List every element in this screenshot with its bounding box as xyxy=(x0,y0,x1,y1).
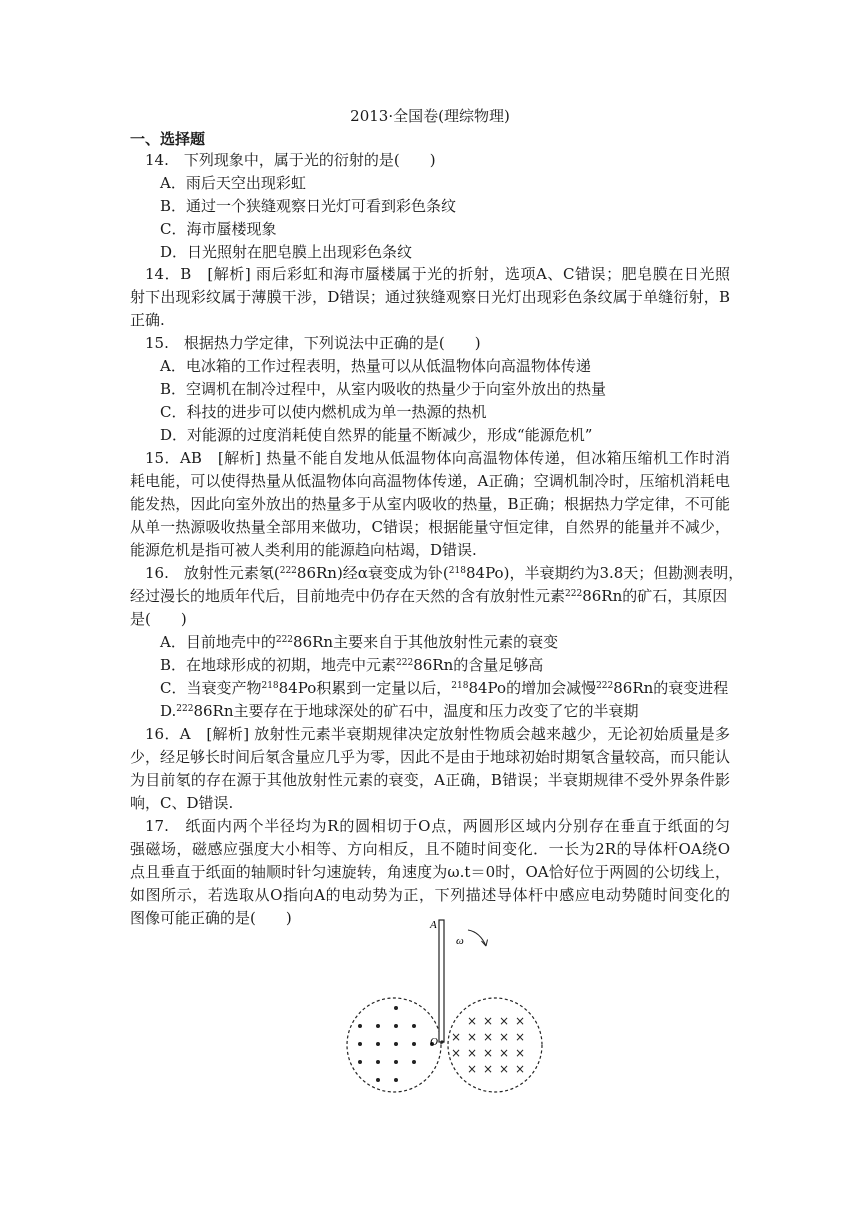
q16-option-b: B．在地球形成的初期，地壳中元素$^{222}$86Rn的含量足够高 xyxy=(160,656,544,674)
field-cross: × xyxy=(514,1062,526,1076)
q15-answer-line: 耗电能，可以使得热量从低温物体向高温物体传递，A正确；空调机制冷时，压缩机消耗电 xyxy=(130,472,730,490)
q14-answer-line: 正确. xyxy=(130,311,165,329)
field-dot xyxy=(394,1078,398,1082)
q15-answer-line: 15．AB [解析] 热量不能自发地从低温物体向高温物体传递，但冰箱压缩机工作时消 xyxy=(145,449,730,467)
label-o: O xyxy=(430,1036,438,1048)
field-dot xyxy=(358,1042,362,1046)
field-dot xyxy=(376,1042,380,1046)
field-cross: × xyxy=(498,1030,510,1044)
q15-option-c: C．科技的进步可以使内燃机成为单一热源的热机 xyxy=(160,403,487,421)
q17-stem-line: 点且垂直于纸面的轴顺时针匀速旋转，角速度为ω.t＝0时，OA恰好位于两圆的公切线上， xyxy=(130,863,730,881)
q16-option-a: A．目前地壳中的$^{222}$86Rn主要来自于其他放射性元素的衰变 xyxy=(160,633,559,651)
field-cross: × xyxy=(514,1030,526,1044)
q16-answer-line: 16．A [解析] 放射性元素半衰期规律决定放射性物质会越来越少，无论初始质量是多 xyxy=(145,725,730,743)
q15-option-a: A．电冰箱的工作过程表明，热量可以从低温物体向高温物体传递 xyxy=(160,357,591,375)
field-cross: × xyxy=(482,1062,494,1076)
magnetic-field-figure xyxy=(340,918,550,1096)
q15-answer-line: 能发热，因此向室外放出的热量多于从室内吸收的热量，B正确；根据热力学定律，不可能 xyxy=(130,495,730,513)
field-dot xyxy=(412,1042,416,1046)
field-in-crosses xyxy=(451,1014,525,1076)
q15-option-d: D．对能源的过度消耗使自然界的能量不断减少，形成“能源危机” xyxy=(160,426,593,444)
q15-stem: 15. 根据热力学定律，下列说法中正确的是( ) xyxy=(145,334,481,352)
q14-option-c: C．海市蜃楼现象 xyxy=(160,220,277,238)
q17-stem-line: 17. 纸面内两个半径均为R的圆相切于O点，两圆形区域内分别存在垂直于纸面的匀 xyxy=(145,817,730,835)
q16-option-d: D.$^{222}$86Rn主要存在于地球深处的矿石中，温度和压力改变了它的半衰期 xyxy=(160,702,639,720)
q15-option-b: B．空调机在制冷过程中，从室内吸收的热量少于向室外放出的热量 xyxy=(160,380,607,398)
field-cross: × xyxy=(514,1046,526,1060)
field-cross: × xyxy=(514,1014,526,1028)
field-cross: × xyxy=(450,1046,462,1060)
conductor-rod-oa xyxy=(439,920,444,1042)
q16-stem-line: 经过漫长的地质年代后，目前地壳中仍存在天然的含有放射性元素$^{222}$86Rn的矿石，其原因 xyxy=(130,587,728,605)
label-omega: ω xyxy=(456,935,464,947)
q14-answer-line: 14．B [解析] 雨后彩虹和海市蜃楼属于光的折射，选项A、C错误；肥皂膜在日光照 xyxy=(145,265,730,283)
label-a: A xyxy=(430,919,437,931)
field-cross: × xyxy=(482,1046,494,1060)
pivot-point xyxy=(440,1040,443,1043)
q17-stem-line: 如图所示，若选取从O指向A的电动势为正，下列描述导体杆中感应电动势随时间变化的 xyxy=(130,886,730,904)
field-cross: × xyxy=(450,1030,462,1044)
q16-option-c: C．当衰变产物$^{218}$84Po积累到一定量以后，$^{218}$84Po的增加会减慢$^{222}$86Rn的衰变进程 xyxy=(160,679,729,697)
field-cross: × xyxy=(466,1014,478,1028)
q14-answer-line: 射下出现彩纹属于薄膜干涉，D错误；通过狭缝观察日光灯出现彩色条纹属于单缝衍射，B xyxy=(130,288,730,306)
field-dot xyxy=(412,1060,416,1064)
q16-stem-line: 16. 放射性元素氡($^{222}$86Rn)经α衰变成为钋($^{218}$84Po)，半衰期约为3.8天；但勘测表明， xyxy=(145,564,744,582)
field-dot xyxy=(394,1006,398,1010)
field-dot xyxy=(376,1024,380,1028)
q15-answer-line: 从单一热源吸收热量全部用来做功，C错误；根据能量守恒定律，自然界的能量并不减少， xyxy=(130,518,730,536)
field-cross: × xyxy=(482,1030,494,1044)
q16-answer-line: 少，经足够长时间后氡含量应几乎为零，因此不是由于地球初始时期氡含量较高，而只能认 xyxy=(130,748,731,766)
q14-option-d: D．日光照射在肥皂膜上出现彩色条纹 xyxy=(160,243,413,261)
field-dot xyxy=(358,1024,362,1028)
field-cross: × xyxy=(498,1014,510,1028)
field-cross: × xyxy=(466,1046,478,1060)
document-title: 2013·全国卷(理综物理) xyxy=(350,107,510,125)
field-dot xyxy=(394,1060,398,1064)
field-dot xyxy=(394,1024,398,1028)
field-dot xyxy=(412,1024,416,1028)
right-field-circle xyxy=(448,998,542,1092)
q16-stem-line: 是( ) xyxy=(130,610,187,628)
q14-stem: 14. 下列现象中，属于光的衍射的是( ) xyxy=(145,151,436,169)
field-cross: × xyxy=(498,1062,510,1076)
q15-answer-line: 能源危机是指可被人类利用的能源趋向枯竭，D错误. xyxy=(130,541,477,559)
q16-answer-line: 为目前氡的存在源于其他放射性元素的衰变，A正确，B错误；半衰期规律不受外界条件影 xyxy=(130,771,730,789)
field-cross: × xyxy=(482,1014,494,1028)
field-cross: × xyxy=(466,1030,478,1044)
q14-option-b: B．通过一个狭缝观察日光灯可看到彩色条纹 xyxy=(160,197,457,215)
field-out-dots xyxy=(358,1006,434,1082)
q14-option-a: A．雨后天空出现彩虹 xyxy=(160,174,306,192)
field-cross: × xyxy=(498,1046,510,1060)
q17-stem-line: 图像可能正确的是( ) xyxy=(130,909,292,927)
field-dot xyxy=(394,1042,398,1046)
field-dot xyxy=(358,1060,362,1064)
field-dot xyxy=(376,1060,380,1064)
field-dot xyxy=(376,1078,380,1082)
section-heading: 一、选择题 xyxy=(130,130,206,148)
field-cross: × xyxy=(466,1062,478,1076)
q17-stem-line: 强磁场，磁感应强度大小相等、方向相反，且不随时间变化．一长为2R的导体杆OA绕O xyxy=(130,840,730,858)
q16-answer-line: 响，C、D错误. xyxy=(130,794,234,812)
